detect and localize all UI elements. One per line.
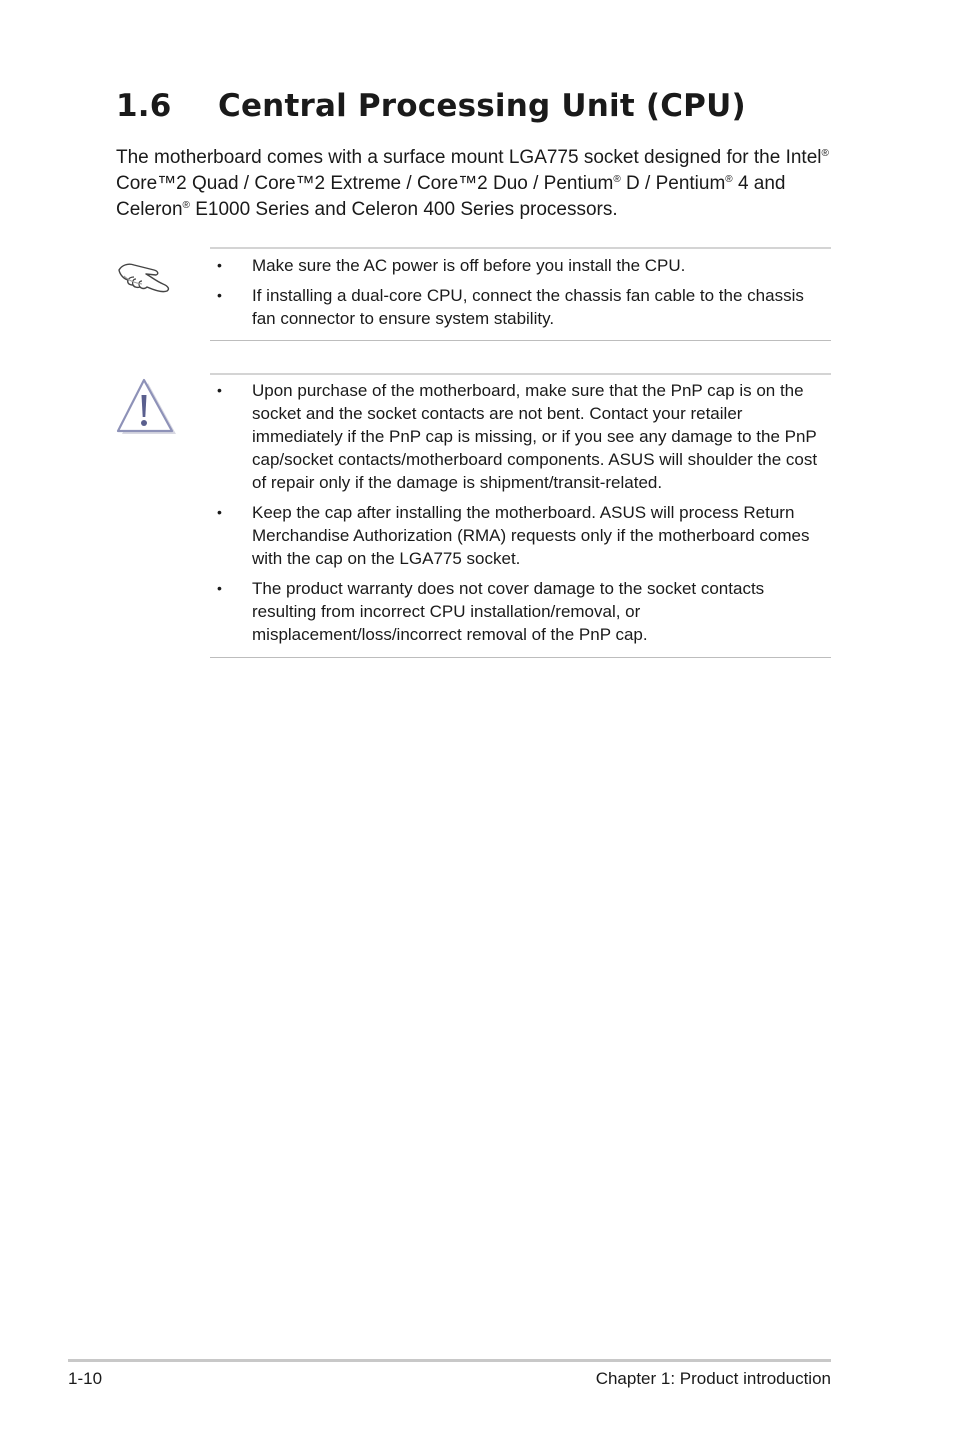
list-item xyxy=(210,501,831,570)
page-number: 1-10 xyxy=(68,1369,103,1388)
intro-text: D / Pentium xyxy=(620,173,726,194)
section-title: Central Processing Unit (CPU) xyxy=(218,88,746,124)
caution-item-text: Keep the cap after installing the motherboard. ASUS will process Return Merchandise Authorization (RMA) requests only if the motherboard comes with the cap on the LGA775 socket. xyxy=(252,503,810,568)
registered-mark: ® xyxy=(725,174,733,185)
bullet: • xyxy=(217,580,222,596)
list-item xyxy=(210,577,831,646)
registered-mark: ® xyxy=(182,200,190,211)
list-item xyxy=(210,284,831,330)
chapter-title: Chapter 1: Product introduction xyxy=(595,1369,831,1388)
divider xyxy=(210,247,831,249)
bullet: • xyxy=(217,504,222,520)
section-heading xyxy=(116,88,746,124)
divider xyxy=(210,373,831,375)
note-box xyxy=(210,247,831,341)
list-item xyxy=(210,379,831,494)
section-number: 1.6 xyxy=(116,88,172,124)
caution-box xyxy=(210,373,831,658)
caution-list xyxy=(210,379,831,646)
intro-text: Core™2 Quad / Core™2 Extreme / Core™2 Duo / Pentium xyxy=(116,173,614,194)
registered-mark: ® xyxy=(613,174,621,185)
note-item-text: If installing a dual-core CPU, connect the chassis fan cable to the chassis fan connector to ensure system stability. xyxy=(252,286,804,328)
bullet: • xyxy=(217,287,222,303)
caution-item-text: The product warranty does not cover damage to the socket contacts resulting from incorrect CPU installation/removal, or misplacement/loss/incorrect removal of the PnP cap. xyxy=(252,579,765,644)
warning-triangle-icon xyxy=(114,378,178,438)
bullet: • xyxy=(217,257,222,273)
caution-item-text: Upon purchase of the motherboard, make sure that the PnP cap is on the socket and the socket contacts are not bent. Contact your retailer immediately if the PnP cap is missing, or if you see any damage to the PnP cap/socket contacts/motherboard components. ASUS will shoulder the cost of repair only if the damage is shipment/transit-related. xyxy=(252,381,818,492)
intro-text: 4 and Celeron xyxy=(116,173,786,220)
note-item-text: Make sure the AC power is off before you install the CPU. xyxy=(252,256,686,275)
registered-mark: ® xyxy=(821,148,829,159)
bullet: • xyxy=(217,382,222,398)
intro-text: E1000 Series and Celeron 400 Series processors. xyxy=(189,199,618,220)
footer-divider xyxy=(68,1359,831,1362)
note-list xyxy=(210,254,831,330)
intro-paragraph xyxy=(116,145,831,223)
pointing-hand-icon xyxy=(116,250,174,294)
intro-text: The motherboard comes with a surface mount LGA775 socket designed for the Intel xyxy=(116,147,822,168)
list-item xyxy=(210,254,831,277)
